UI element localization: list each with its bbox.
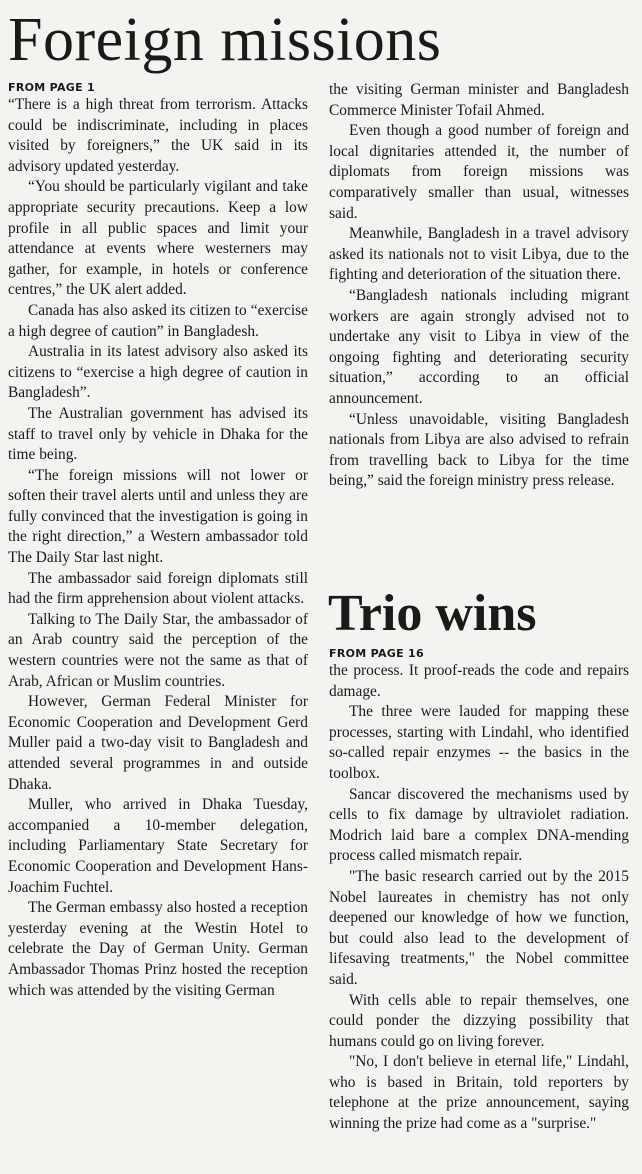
paragraph: “There is a high threat from terrorism. Attacks could be indiscriminate, including in places visited by foreigners,” the UK said in its advisory updated yesterday. [8,96,308,175]
article-column-right-continuation [329,80,629,492]
paragraph: Sancar discovered the mechanisms used by cells to fix damage by ultraviolet radiation. Modrich laid bare a complex DNA-mending process called mismatch repair. [329,785,629,865]
article-column-trio-wins [329,646,629,1174]
paragraph: “Unless unavoidable, visiting Bangladesh nationals from Libya are also advised to refrain from travelling back to Libya for the time being,” said the foreign ministry press release. [329,410,629,490]
paragraph: “You should be particularly vigilant and take appropriate security precautions. Keep a low profile in all public spaces and limit your attendance at events where westerners may gather, for example, in hotels or conference centres,” the UK alert added. [8,178,308,299]
headline-trio-wins: Trio wins [328,585,537,642]
paragraph: "The basic research carried out by the 2015 Nobel laureates in chemistry has not only deepened our knowledge of how we function, but could also lead to the development of lifesaving treatments," the Nobel committee said. [329,867,629,988]
paragraph: the process. It proof-reads the code and repairs damage. [329,662,629,700]
paragraph: “The foreign missions will not lower or soften their travel alerts until and unless they are fully convinced that the investigation is going in the right direction,” a Western ambassador told The Daily Star last night. [8,466,308,567]
kicker-from-page-1: FROM PAGE 1 [8,81,96,94]
paragraph: The ambassador said foreign diplomats still had the firm apprehension about violent attacks. [8,569,308,608]
paragraph: Australia in its latest advisory also asked its citizens to “exercise a high degree of caution in Bangladesh”. [8,343,308,402]
paragraph: "No, I don't believe in eternal life," Lindahl, who is based in Britain, told reporters by telephone at the prize announcement, saying winning the prize had come as a "surprise." [329,1053,629,1133]
kicker-from-page-16: FROM PAGE 16 [329,647,424,660]
paragraph: Muller, who arrived in Dhaka Tuesday, accompanied a 10-member delegation, including Parliamentary State Secretary for Economic Cooperation and Development Hans-Joachim Fuchtel. [8,796,308,896]
paragraph: the visiting German minister and Bangladesh Commerce Minister Tofail Ahmed. [329,81,629,119]
paragraph: Talking to The Daily Star, the ambassador of an Arab country said the perception of the western countries were not the same as that of Arab, African or Muslim countries. [8,610,308,690]
headline-foreign-missions: Foreign missions [8,6,442,74]
paragraph: The three were lauded for mapping these processes, starting with Lindahl, who identified so-called repair enzymes -- the basics in the toolbox. [329,703,629,782]
paragraph: The Australian government has advised its staff to travel only by vehicle in Dhaka for the time being. [8,404,308,464]
paragraph: “Bangladesh nationals including migrant workers are again strongly advised not to undertake any visit to Libya in view of the ongoing fighting and deteriorating security situation,” according to an official announcement. [329,286,629,407]
paragraph: With cells able to repair themselves, one could ponder the dizzying possibility that humans could go on living forever. [329,991,629,1050]
paragraph: Meanwhile, Bangladesh in a travel advisory asked its nationals not to visit Libya, due to the fighting and deterioration of the situation there. [329,225,629,284]
paragraph: Even though a good number of foreign and local dignitaries attended it, the number of diplomats from foreign missions was comparatively smaller than usual, witnesses said. [329,122,629,222]
paragraph: However, German Federal Minister for Economic Cooperation and Development Gerd Muller paid a two-day visit to Bangladesh and attended several programmes in and outside Dhaka. [8,693,308,793]
article-column-left [8,80,308,1174]
paragraph: Canada has also asked its citizen to “exercise a high degree of caution” in Bangladesh. [8,301,308,340]
paragraph: The German embassy also hosted a reception yesterday evening at the Westin Hotel to celebrate the Day of German Unity. German Ambassador Thomas Prinz hosted the reception which was attended by the visiting German [8,899,308,999]
